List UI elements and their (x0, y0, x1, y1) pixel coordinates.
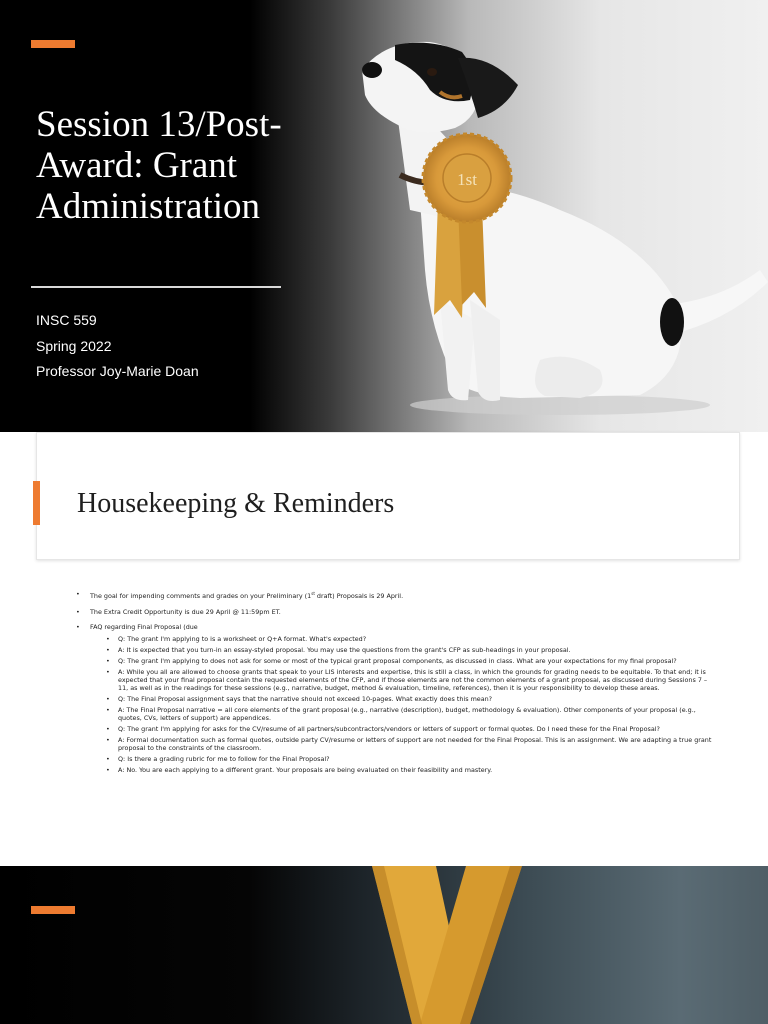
accent-bar (31, 906, 75, 914)
faq-list (106, 635, 716, 774)
faq-item: • Q: The grant I'm applying for asks for the CV/resume of all partners/subcontractors/vendors or letters of support or formal quotes. Do I need these for the Final Proposal? (106, 725, 716, 733)
rosette-label: 1st (457, 170, 477, 189)
accent-bar (31, 40, 75, 48)
faq-item: • A: The Final Proposal narrative = all core elements of the grant proposal (e.g., narrative (description), budget, methodology & evaluation). Other components of your proposal (e.g., quotes, CVs, letters of support) are appendices. (106, 706, 716, 722)
section-heading: Housekeeping & Reminders (77, 488, 395, 519)
course-info (36, 308, 276, 385)
title-slide (0, 0, 768, 432)
course-code: INSC 559 (36, 312, 97, 328)
faq-item: • A: While you all are allowed to choose grants that speak to your LIS interests and expertise, this is still a class, in which the grounds for grading needs to be equitable. To that end; it is expected that your final proposal contain the requested elements of the CFP, and if those elements are not the common elements of a grant proposal, as discussed during Sessions 7 – 11, as well as in the readings for these sessions (e.g., narrative, budget, method & evaluation, timeline, references), then it is your responsibility to develop these areas. (106, 668, 716, 692)
title-divider (31, 286, 281, 288)
faq-item: • Q: The grant I'm applying to does not ask for some or most of the typical grant proposal components, as discussed in class. What are your expectations for my final proposal? (106, 657, 716, 665)
faq-item: • A: Formal documentation such as formal quotes, outside party CV/resume or letters of support are not needed for the Final Proposal. This is an assignment. We are adapting a true grant proposal to the constraints of the classroom. (106, 736, 716, 752)
faq-item: • Q: Is there a grading rubric for me to follow for the Final Proposal? (106, 755, 716, 763)
ribbon-slide (0, 866, 768, 1024)
faq-item: • A: It is expected that you turn-in an essay-styled proposal. You may use the questions from the grant's CFP as sub-headings in your proposal. (106, 646, 716, 654)
accent-bar (33, 481, 40, 525)
section-slide (36, 432, 740, 560)
faq-item: • Q: The Final Proposal assignment says that the narrative should not exceed 10-pages. What exactly does this mean? (106, 695, 716, 703)
faq-item: • A: No. You are each applying to a different grant. Your proposals are being evaluated on their feasibility and mastery. (106, 766, 716, 774)
notes-list (76, 590, 716, 782)
list-item (76, 623, 716, 774)
list-item: • The Extra Credit Opportunity is due 29 April @ 11:59pm ET. (76, 608, 716, 616)
course-term: Spring 2022 (36, 337, 112, 354)
course-instructor: Professor Joy-Marie Doan (36, 363, 199, 379)
faq-item: • Q: The grant I'm applying to is a worksheet or Q+A format. What's expected? (106, 635, 716, 643)
slide-title: Session 13/Post-Award: Grant Administration (36, 104, 282, 227)
list-item: • The goal for impending comments and grades on your Preliminary (1st draft) Proposals is 29 April. (76, 590, 716, 600)
faq-heading: FAQ regarding Final Proposal (due (90, 623, 198, 632)
medal-ribbon-image (0, 866, 768, 1024)
